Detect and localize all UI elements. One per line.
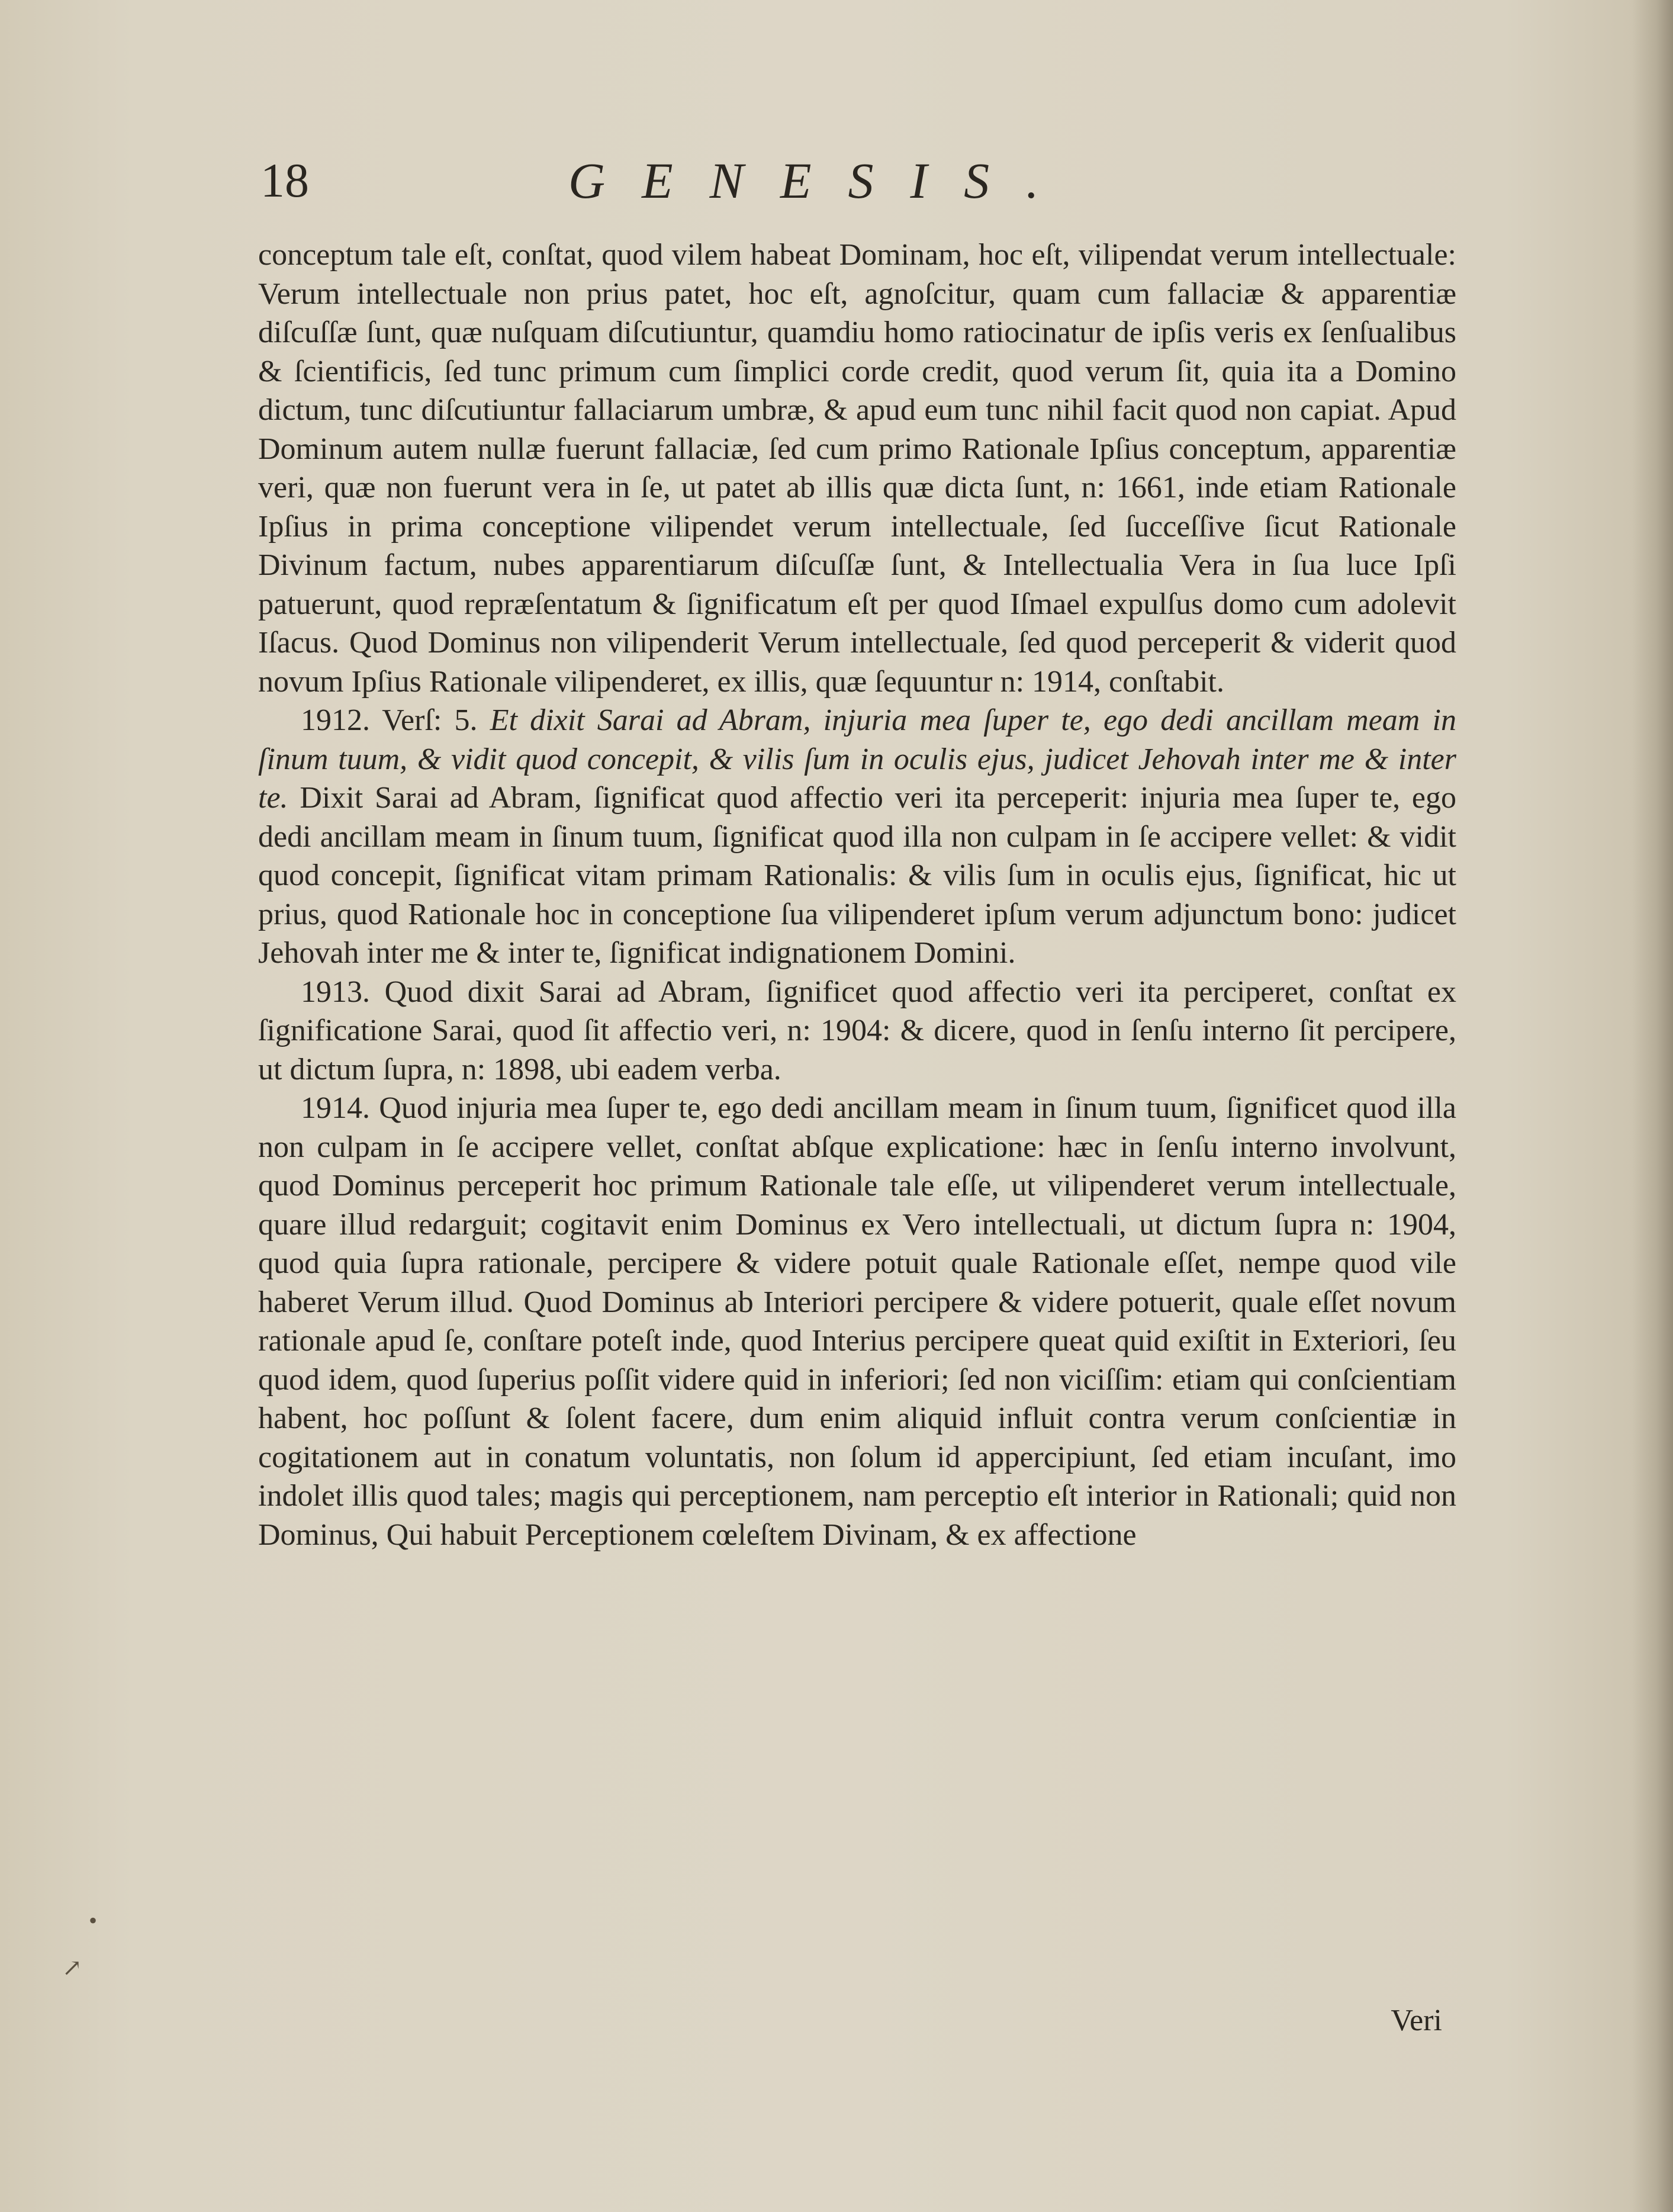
paragraph-1912 [258,701,1456,973]
scripture-lemma: Et dixit Sarai ad Abram, injuria mea ſuper te, ego dedi ancillam meam in ſinum tuum, & vidit quod concepit, & vilis ſum in oculis ejus, judicet Jehovah inter me & inter te. [258,703,1456,815]
body-text [258,236,1456,1554]
page-number: 18 [260,153,309,207]
paragraph-text: Dixit Sarai ad Abram, ſignificat quod affectio veri ita perceperit: injuria mea ſuper te, ego dedi ancillam meam in ſinum tuum, ſignificat quod illa non culpam in ſe accipere vellet: & vidit quod concepit, ſignificat vitam primam Rationalis: & vilis ſum in oculis ejus, ſignificat, hic ut prius, quod Rationale hoc in conceptione ſua vilipenderet ipſum verum adjunctum bono: judicet Jehovah inter me & inter te, ſignificat indignationem Domini. [258,781,1457,970]
paragraph-continuation [258,236,1456,701]
catchword: Veri [1391,2004,1442,2037]
paragraph-1914 [258,1089,1456,1554]
page-header [260,148,1456,213]
margin-mark-icon: ↗ [62,1954,82,1981]
paragraph-number: 1913. [301,975,370,1009]
paragraph-text: Quod dixit Sarai ad Abram, ſignificet quod affectio veri ita perciperet, conſtat ex ſignificatione Sarai, quod ſit affectio veri, n: 1904: & dicere, quod in ſenſu interno ſit percipere, ut dictum ſupra, n: 1898, ubi eadem verba. [258,975,1456,1086]
running-title: GENESIS. [568,152,1076,209]
paragraph-text: conceptum tale eſt, conſtat, quod vilem habeat Dominam, hoc eſt, vilipendat verum intellectuale: Verum intellectuale non prius patet, hoc eſt, agnoſcitur, quam cum fallaciæ & apparentiæ diſcuſſæ ſunt, quæ nuſquam diſcutiuntur, quamdiu homo ratiocinatur de ipſis veris ex ſenſualibus & ſcientificis, ſed tunc primum cum ſimplici corde credit, quod verum ſit, quia ita a Domino dictum, tunc diſcutiuntur fallaciarum umbræ, & apud eum tunc nihil facit quod non capiat. Apud Dominum autem nullæ fuerunt fallaciæ, ſed cum primo Rationale Ipſius conceptum, apparentiæ veri, quæ non fuerunt vera in ſe, ut patet ab illis quæ dicta ſunt, n: 1661, inde etiam Rationale Ipſius in prima conceptione vilipendet verum intellectuale, ſed ſucceſſive ſicut Rationale Divinum factum, nubes apparentiarum diſcuſſæ ſunt, & Intellectualia Vera in ſua luce Ipſi patuerunt, quod repræſentatum & ſignificatum eſt per quod Iſmael expulſus domo cum adolevit Iſacus. Quod Dominus non vilipenderit Verum intellectuale, ſed quod perceperit & viderit quod novum Ipſius Rationale vilipenderet, ex illis, quæ ſequuntur n: 1914, conſtabit. [258,238,1456,699]
verse-reference: Verſ: 5. [382,703,478,737]
paragraph-1913 [258,973,1456,1089]
paragraph-number: 1912. [301,703,370,737]
paragraph-number: 1914. [301,1091,370,1125]
paragraph-text: Quod injuria mea ſuper te, ego dedi ancillam meam in ſinum tuum, ſignificet quod illa non culpam in ſe accipere vellet, conſtat abſque explicatione: hæc in ſenſu interno involvunt, quod Dominus perceperit hoc primum Rationale tale eſſe, ut vilipenderet verum intellectuale, quare illud redarguit; cogitavit enim Dominus ex Vero intellectuali, ut dictum ſupra n: 1904, quod quia ſupra rationale, percipere & videre potuit quale Rationale eſſet, nempe quod vile haberet Verum illud. Quod Dominus ab Interiori percipere & videre potuerit, quale eſſet novum rationale apud ſe, conſtare poteſt inde, quod Interius percipere queat quid exiſtit in Exteriori, ſeu quod idem, quod ſuperius poſſit videre quid in inferiori; ſed non viciſſim: etiam qui conſcientiam habent, hoc poſſunt & ſolent facere, dum enim aliquid influit contra verum conſcientiæ in cogitationem aut in conatum voluntatis, non ſolum id appercipiunt, ſed etiam incuſant, imo indolet illis quod tales; magis qui perceptionem, nam perceptio eſt interior in Rationali; quid non Dominus, Qui habuit Perceptionem cœleſtem Divinam, & ex affectione [258,1091,1456,1552]
page-edge-shadow [1632,0,1673,2212]
margin-mark-icon: • [89,1907,98,1934]
